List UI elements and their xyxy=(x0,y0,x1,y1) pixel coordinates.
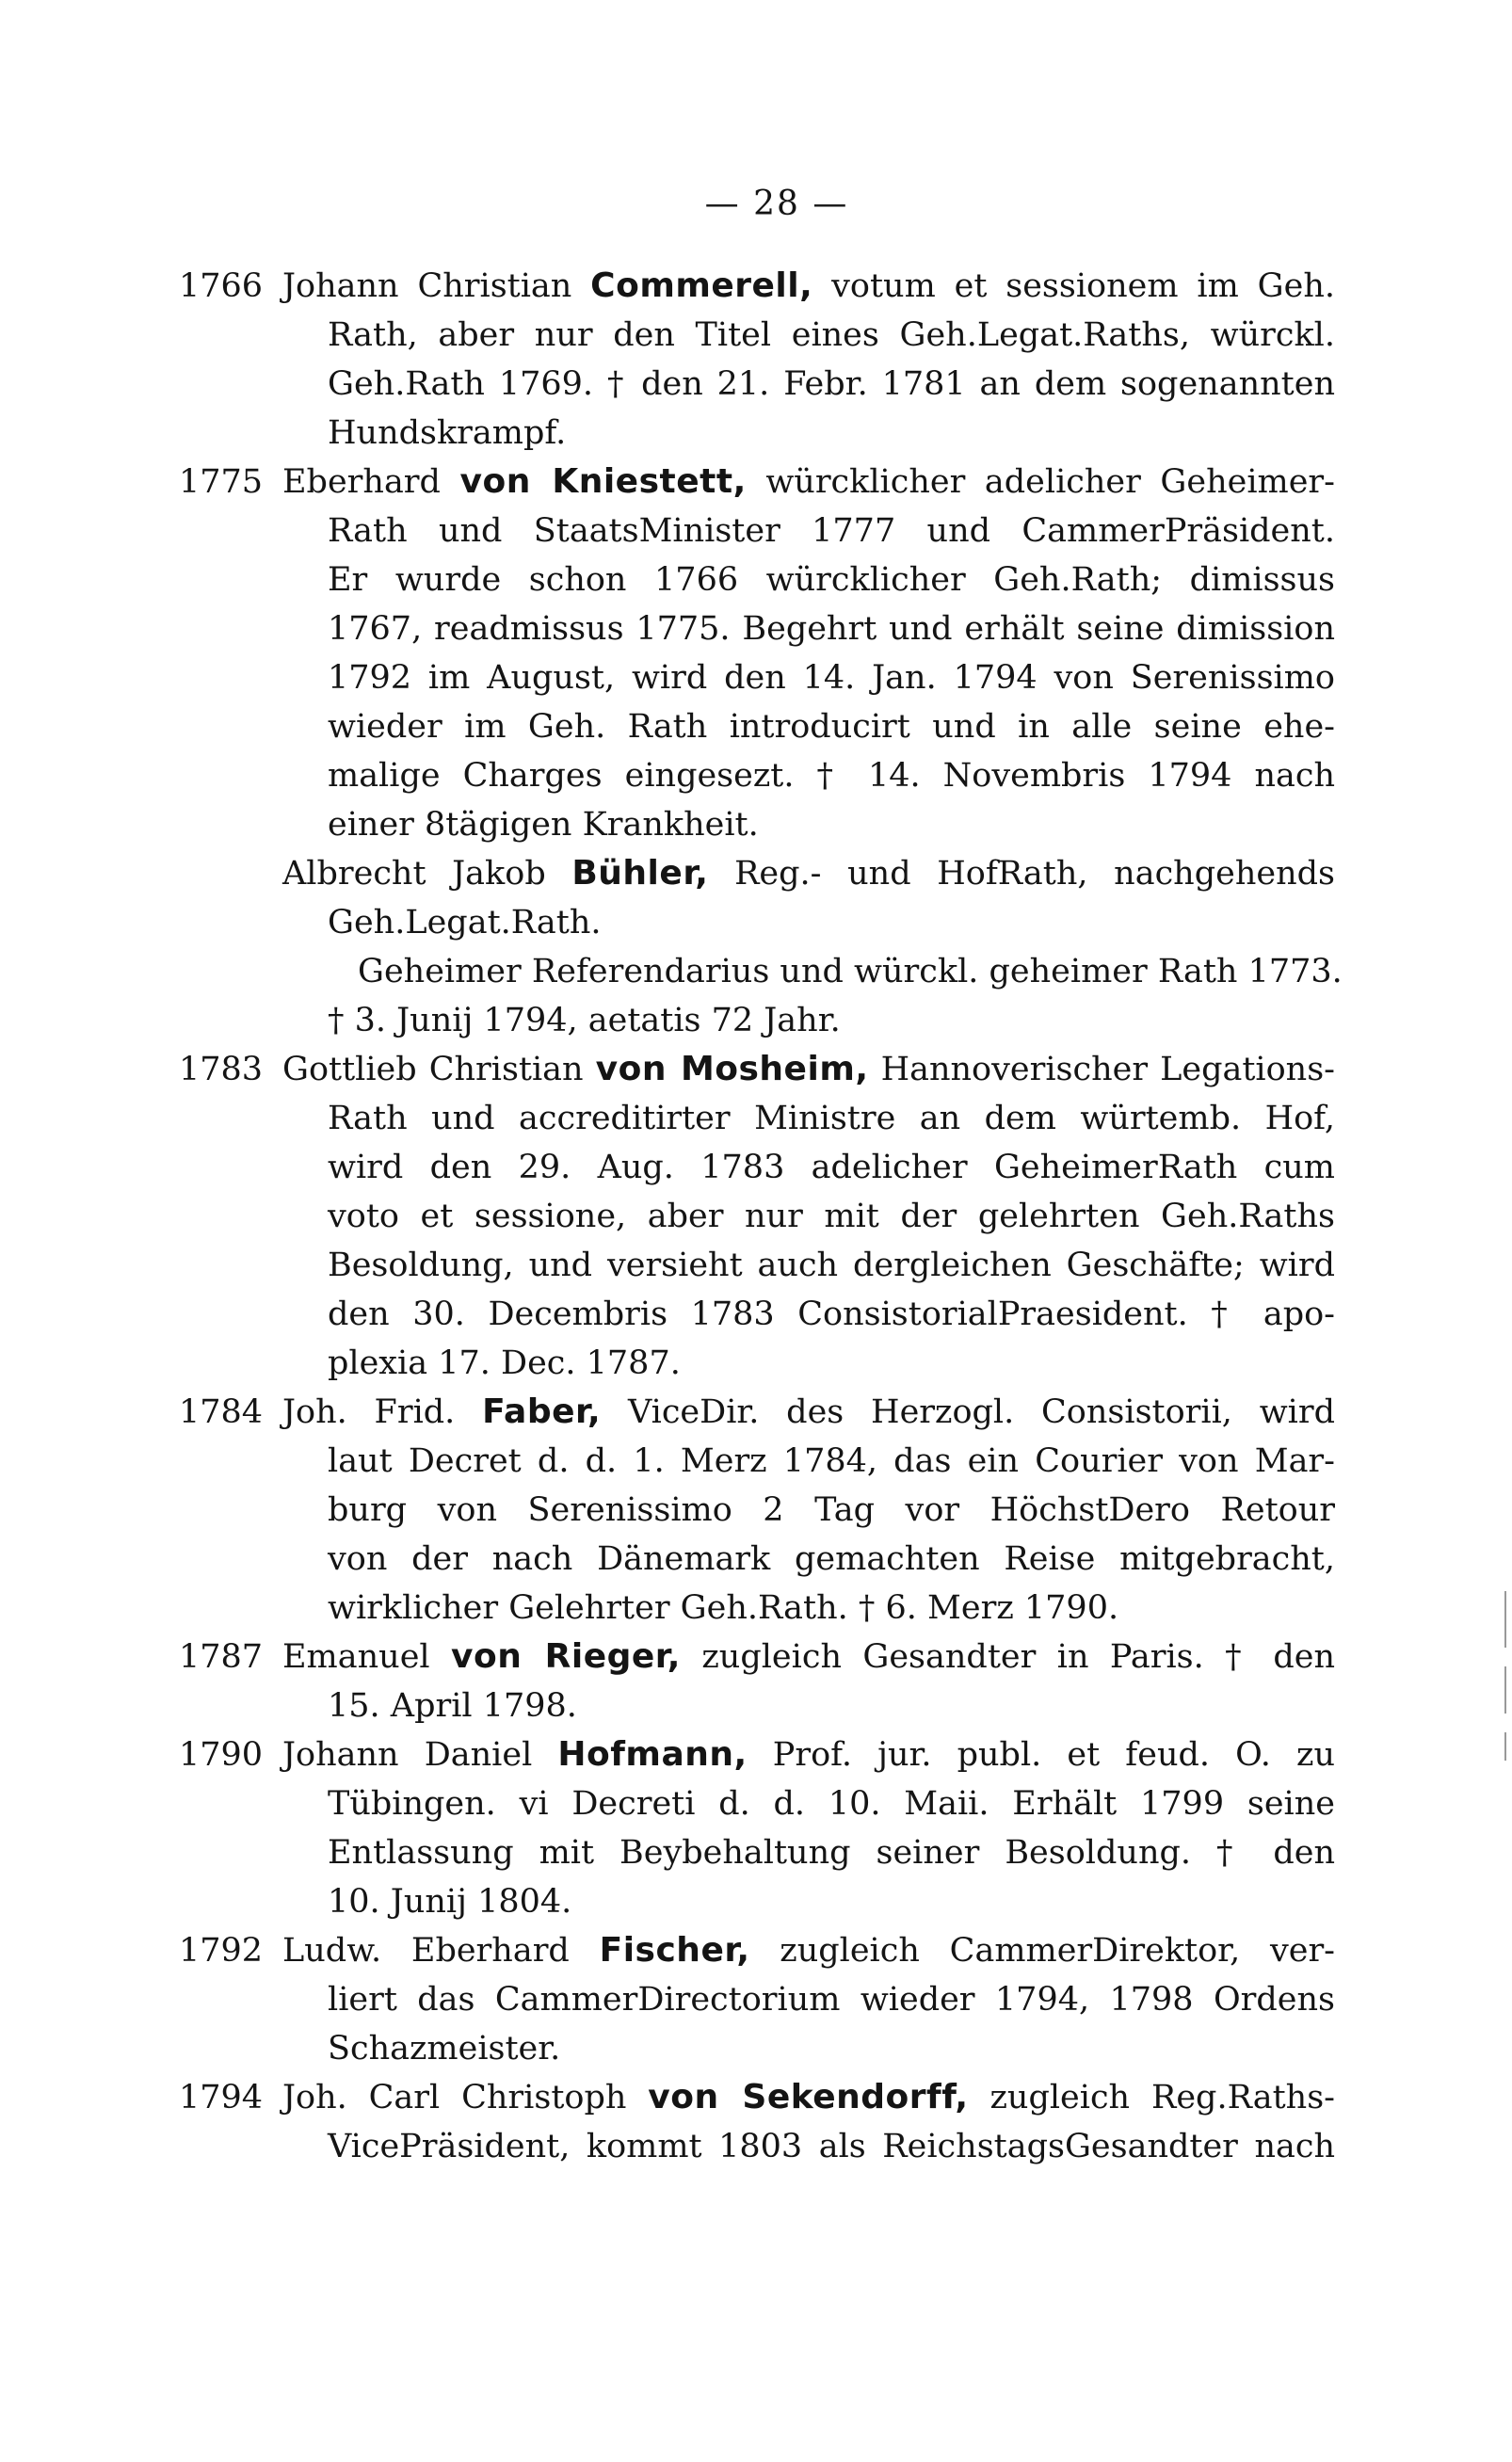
entry-line: Johann Daniel Hofmann, Prof. jur. publ. et feud. O. zu xyxy=(282,1735,1336,1774)
entry-line: 10. Junij 1804. xyxy=(328,1883,572,1921)
entry-rieger xyxy=(0,1633,1512,1730)
person-name: von Rieger, xyxy=(451,1637,681,1676)
scan-artifact xyxy=(1504,1666,1506,1714)
entry-line: Tübingen. vi Decreti d. d. 10. Maii. Erhält 1799 seine xyxy=(328,1785,1335,1823)
entry-mosheim xyxy=(0,1045,1512,1388)
entry-line: laut Decret d. d. 1. Merz 1784, das ein Courier von Mar- xyxy=(328,1442,1335,1480)
entry-text xyxy=(282,1388,1335,1633)
entry-fischer xyxy=(0,1926,1512,2073)
entry-line: Entlassung mit Beybehaltung seiner Besoldung. † den xyxy=(328,1834,1335,1872)
entry-line: wirklicher Gelehrter Geh.Rath. † 6. Merz 1790. xyxy=(328,1589,1119,1627)
entry-line: den 30. Decembris 1783 ConsistorialPraesident. † apo- xyxy=(328,1295,1335,1333)
entry-line: Gottlieb Christian von Mosheim, Hannoverischer Legations- xyxy=(282,1050,1336,1088)
entry-text xyxy=(282,2073,1335,2171)
entry-faber xyxy=(0,1388,1512,1633)
entry-hofmann xyxy=(0,1730,1512,1926)
entry-line: wieder im Geh. Rath introducirt und in alle seine ehe- xyxy=(328,708,1335,746)
entry-text xyxy=(282,849,1343,1045)
entry-line: Rath, aber nur den Titel eines Geh.Legat.Raths, würckl. xyxy=(328,316,1335,354)
entry-line: Joh. Carl Christoph von Sekendorff, zugleich Reg.Raths- xyxy=(282,2078,1335,2116)
entry-line: malige Charges eingesezt. † 14. Novembris 1794 nach xyxy=(328,757,1335,795)
entry-text xyxy=(282,1045,1335,1388)
entry-list xyxy=(0,262,1512,2171)
entry-buehler xyxy=(0,849,1512,1045)
entry-line: Besoldung, und versieht auch dergleichen Geschäfte; wird xyxy=(328,1247,1335,1284)
entry-text xyxy=(282,1730,1335,1926)
entry-line: liert das CammerDirectorium wieder 1794, 1798 Ordens xyxy=(328,1981,1335,2019)
entry-line: VicePräsident, kommt 1803 als ReichstagsGesandter nach xyxy=(328,2128,1335,2165)
entry-year: 1794 xyxy=(179,2079,264,2116)
entry-commerell xyxy=(0,262,1512,458)
entry-line: Geh.Rath 1769. † den 21. Febr. 1781 an dem sogenannten xyxy=(328,365,1335,403)
person-name: von Kniestett, xyxy=(459,462,747,501)
entry-line: Hundskrampf. xyxy=(328,414,567,452)
entry-line: Rath und accreditirter Ministre an dem würtemb. Hof, xyxy=(328,1100,1335,1137)
entry-year: 1775 xyxy=(179,463,264,501)
entry-line: 1792 im August, wird den 14. Jan. 1794 von Serenissimo xyxy=(328,659,1335,697)
entry-text xyxy=(282,262,1335,458)
entry-line: Er wurde schon 1766 würcklicher Geh.Rath; dimissus xyxy=(328,561,1335,599)
person-name: Faber, xyxy=(482,1392,602,1431)
person-name: Hofmann, xyxy=(557,1735,748,1774)
page-number: — 28 — xyxy=(704,185,849,223)
entry-line: burg von Serenissimo 2 Tag vor HöchstDero Retour xyxy=(328,1491,1335,1529)
entry-line: 15. April 1798. xyxy=(328,1687,577,1725)
person-name: Commerell, xyxy=(590,266,813,305)
entry-line: Schazmeister. xyxy=(328,2030,561,2068)
entry-line: Eberhard von Kniestett, würcklicher adelicher Geheimer- xyxy=(282,462,1335,501)
scan-artifact xyxy=(1504,1591,1506,1648)
person-name: von Sekendorff, xyxy=(648,2078,969,2116)
entry-line: 1767, readmissus 1775. Begehrt und erhält seine dimission xyxy=(328,610,1335,648)
entry-text xyxy=(282,1926,1335,2073)
entry-line: Joh. Frid. Faber, ViceDir. des Herzogl. Consistorii, wird xyxy=(282,1392,1335,1431)
entry-year: 1784 xyxy=(179,1393,264,1431)
person-name: Bühler, xyxy=(571,854,709,893)
entry-line: voto et sessione, aber nur mit der gelehrten Geh.Raths xyxy=(328,1198,1335,1235)
entry-year: 1783 xyxy=(179,1051,264,1088)
entry-line: Rath und StaatsMinister 1777 und CammerPräsident. xyxy=(328,512,1335,550)
entry-year: 1792 xyxy=(179,1932,264,1970)
entry-line: Geheimer Referendarius und würckl. geheimer Rath 1773. xyxy=(358,953,1343,990)
entry-line: plexia 17. Dec. 1787. xyxy=(328,1344,681,1382)
entry-year: 1790 xyxy=(179,1736,264,1774)
entry-line: von der nach Dänemark gemachten Reise mitgebracht, xyxy=(328,1540,1335,1578)
entry-line: † 3. Junij 1794, aetatis 72 Jahr. xyxy=(328,1002,841,1039)
entry-line: Geh.Legat.Rath. xyxy=(328,904,602,941)
entry-line: Ludw. Eberhard Fischer, zugleich CammerDirektor, ver- xyxy=(282,1931,1336,1970)
entry-line: Johann Christian Commerell, votum et sessionem im Geh. xyxy=(282,266,1335,305)
entry-line: wird den 29. Aug. 1783 adelicher GeheimerRath cum xyxy=(328,1149,1335,1186)
entry-text xyxy=(282,1633,1335,1730)
entry-sekendorff xyxy=(0,2073,1512,2171)
entry-text xyxy=(282,458,1335,849)
entry-line: Emanuel von Rieger, zugleich Gesandter in Paris. † den xyxy=(282,1637,1335,1676)
entry-year: 1787 xyxy=(179,1638,264,1676)
entry-line: einer 8tägigen Krankheit. xyxy=(328,806,759,844)
entry-year: 1766 xyxy=(179,267,264,305)
entry-kniestett xyxy=(0,458,1512,849)
scan-artifact xyxy=(1504,1732,1506,1761)
person-name: von Mosheim, xyxy=(595,1050,869,1088)
entry-line: Albrecht Jakob Bühler, Reg.- und HofRath, nachgehends xyxy=(282,854,1335,893)
person-name: Fischer, xyxy=(599,1931,750,1970)
